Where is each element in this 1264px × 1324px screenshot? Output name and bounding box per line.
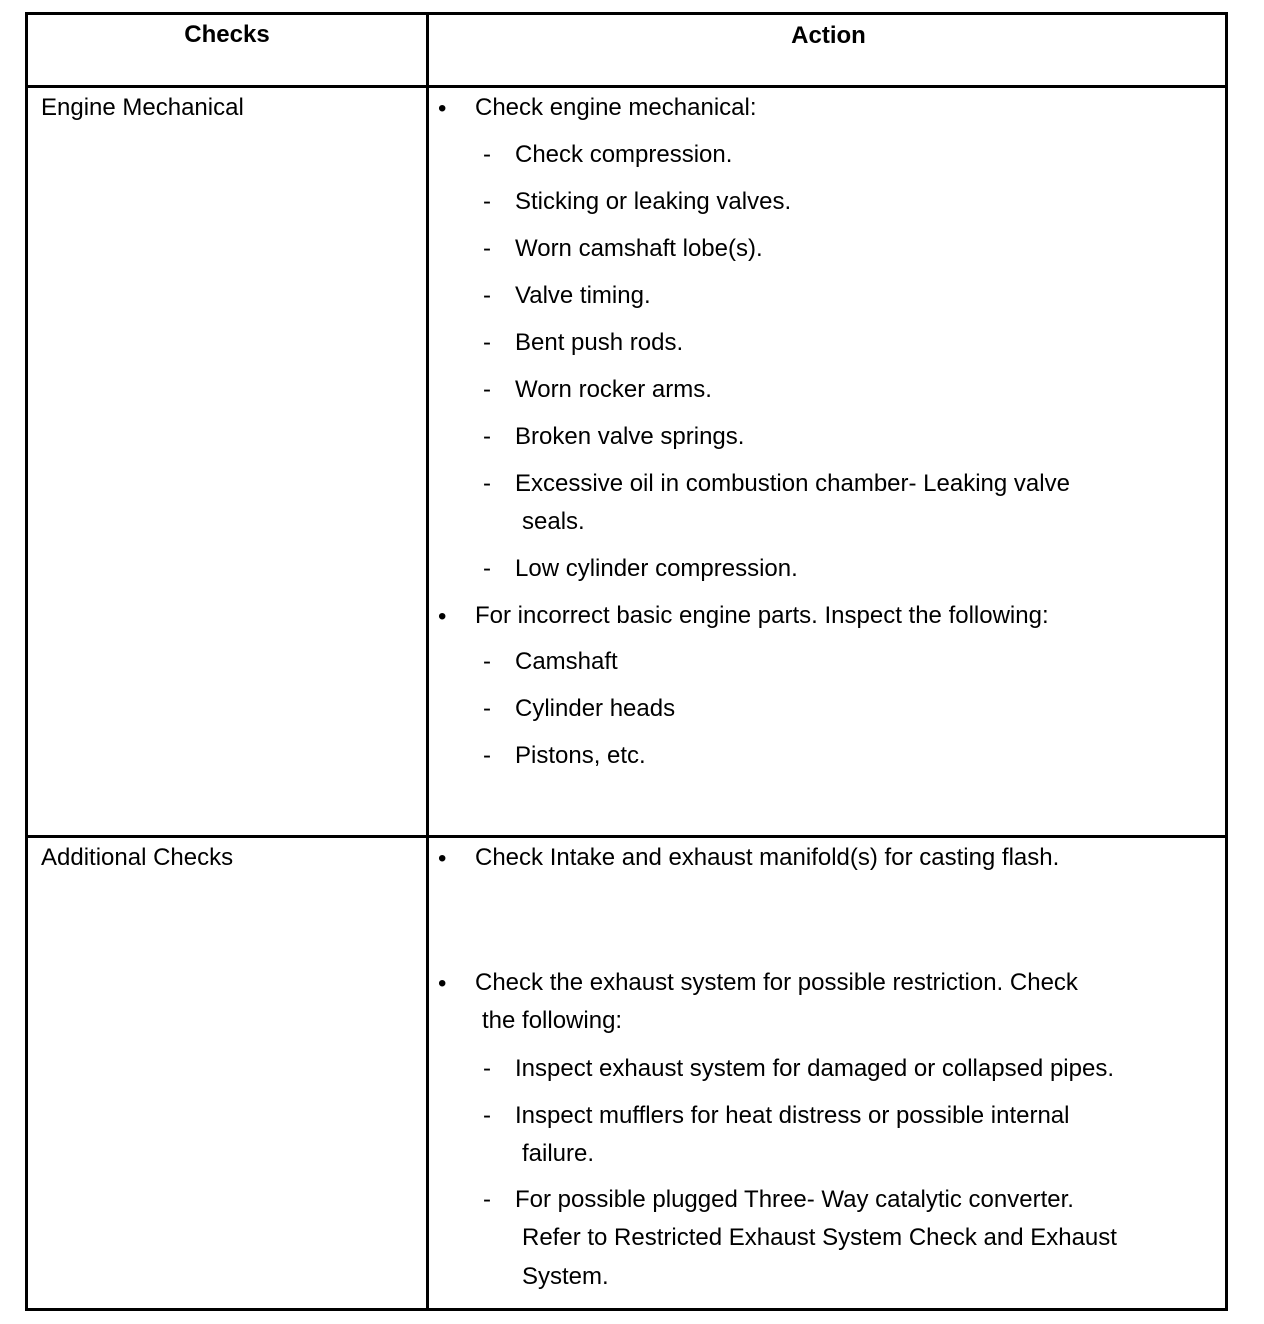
action-subitem: Worn rocker arms. (515, 376, 712, 403)
header-checks: Checks (184, 21, 270, 48)
header-action: Action (791, 22, 866, 49)
action-subitem: Inspect exhaust system for damaged or collapsed pipes. (515, 1055, 1114, 1082)
action-subitem-continuation: Refer to Restricted Exhaust System Check and Exhaust (522, 1224, 1117, 1251)
action-bullet: Check engine mechanical: (475, 94, 757, 121)
dash-marker: - (483, 648, 491, 675)
action-subitem-continuation: seals. (522, 508, 585, 535)
dash-marker: - (483, 141, 491, 168)
action-bullet: Check Intake and exhaust manifold(s) for casting flash. (475, 844, 1060, 871)
bullet-marker: • (438, 970, 447, 997)
dash-marker: - (483, 1055, 491, 1082)
bullet-marker: • (438, 95, 447, 122)
dash-marker: - (483, 470, 491, 497)
action-bullet: Check the exhaust system for possible restriction. Check (475, 969, 1078, 996)
column-divider (426, 15, 429, 1308)
dash-marker: - (483, 282, 491, 309)
dash-marker: - (483, 188, 491, 215)
dash-marker: - (483, 235, 491, 262)
checks-action-table (25, 12, 1228, 1311)
action-subitem: Bent push rods. (515, 329, 684, 356)
action-subitem: Excessive oil in combustion chamber- Leaking valve (515, 470, 1070, 497)
action-subitem: Worn camshaft lobe(s). (515, 235, 763, 262)
action-subitem: Low cylinder compression. (515, 555, 798, 582)
bullet-marker: • (438, 603, 447, 630)
action-subitem: Cylinder heads (515, 695, 676, 722)
check-additional-checks: Additional Checks (41, 844, 234, 871)
header-row-divider (28, 85, 1225, 88)
action-subitem-continuation: System. (522, 1263, 609, 1290)
action-subitem-continuation: failure. (522, 1140, 595, 1167)
dash-marker: - (483, 1102, 491, 1129)
check-engine-mechanical: Engine Mechanical (41, 94, 244, 121)
action-subitem: For possible plugged Three- Way catalytic converter. (515, 1186, 1074, 1213)
action-subitem: Check compression. (515, 141, 733, 168)
action-bullet-continuation: the following: (482, 1007, 623, 1034)
dash-marker: - (483, 329, 491, 356)
action-subitem: Inspect mufflers for heat distress or possible internal (515, 1102, 1070, 1129)
row-divider (28, 835, 1225, 838)
dash-marker: - (483, 423, 491, 450)
dash-marker: - (483, 695, 491, 722)
action-bullet: For incorrect basic engine parts. Inspect the following: (475, 602, 1049, 629)
action-subitem: Valve timing. (515, 282, 651, 309)
dash-marker: - (483, 1186, 491, 1213)
dash-marker: - (483, 742, 491, 769)
dash-marker: - (483, 376, 491, 403)
action-subitem: Camshaft (515, 648, 618, 675)
bullet-marker: • (438, 845, 447, 872)
action-subitem: Pistons, etc. (515, 742, 646, 769)
action-subitem: Sticking or leaking valves. (515, 188, 792, 215)
action-subitem: Broken valve springs. (515, 423, 745, 450)
dash-marker: - (483, 555, 491, 582)
